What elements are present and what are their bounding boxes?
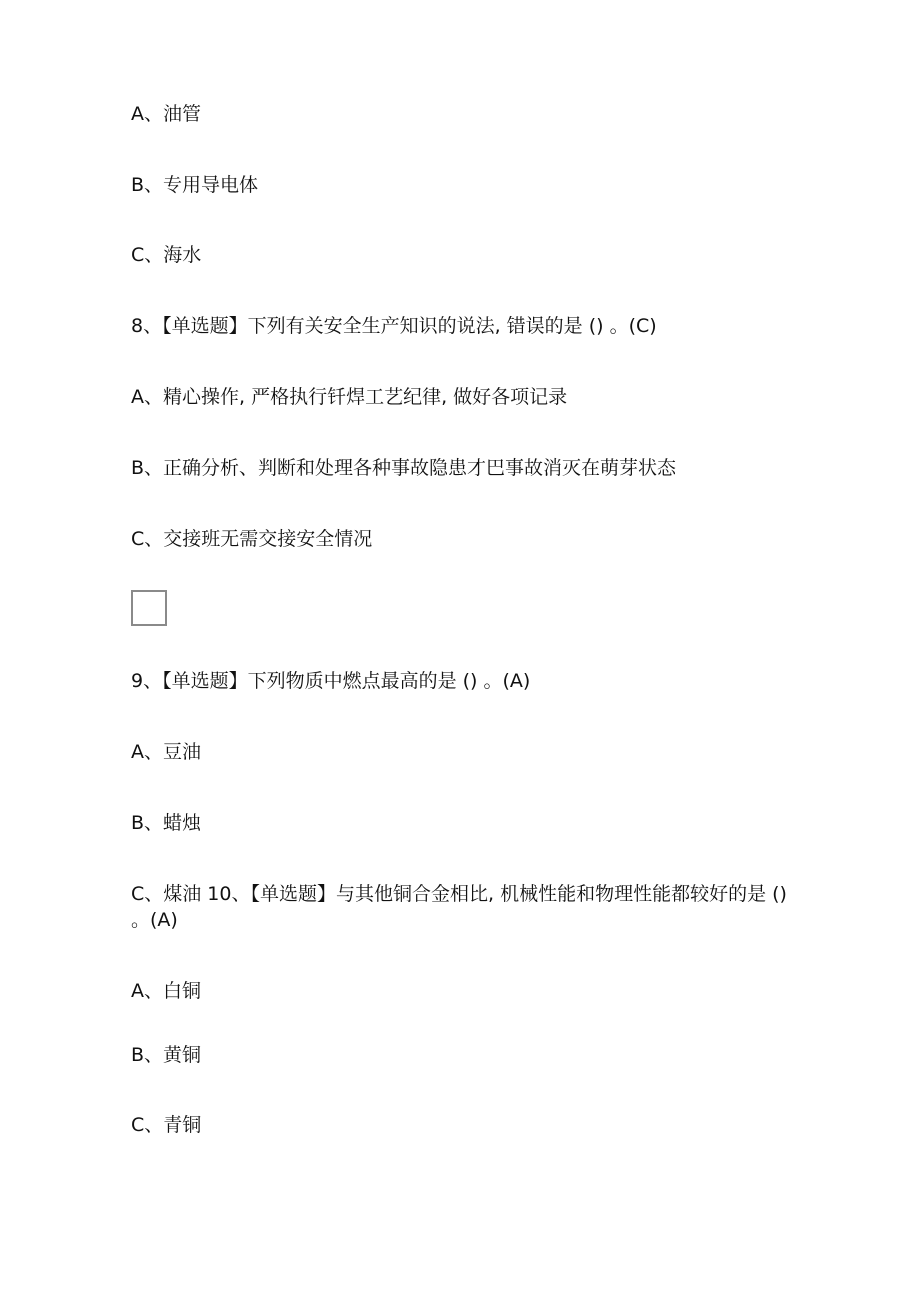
answer-checkbox[interactable] [131,590,167,626]
option-a-q10: A、白铜 [131,980,201,1002]
option-b-q10: B、黄铜 [131,1044,202,1066]
option-a-q9: A、豆油 [131,741,201,763]
option-b-q8: B、正确分析、判断和处理各种事故隐患才巴事故消灭在萌芽状态 [131,457,677,479]
option-b-q9: B、蜡烛 [131,812,202,834]
question-8: 8、【单选题】下列有关安全生产知识的说法, 错误的是 () 。(C) [131,315,657,337]
option-b-q7: B、专用导电体 [131,174,259,196]
option-c-q7: C、海水 [131,244,202,266]
option-c-q9-question-10: C、煤油 10、【单选题】与其他铜合金相比, 机械性能和物理性能都较好的是 () 。(A) [131,883,787,931]
option-c-q10: C、青铜 [131,1114,202,1136]
option-c-q8: C、交接班无需交接安全情况 [131,528,373,550]
option-a-q7: A、油管 [131,103,201,125]
question-9: 9、【单选题】下列物质中燃点最高的是 () 。(A) [131,670,531,692]
option-a-q8: A、精心操作, 严格执行钎焊工艺纪律, 做好各项记录 [131,386,568,408]
